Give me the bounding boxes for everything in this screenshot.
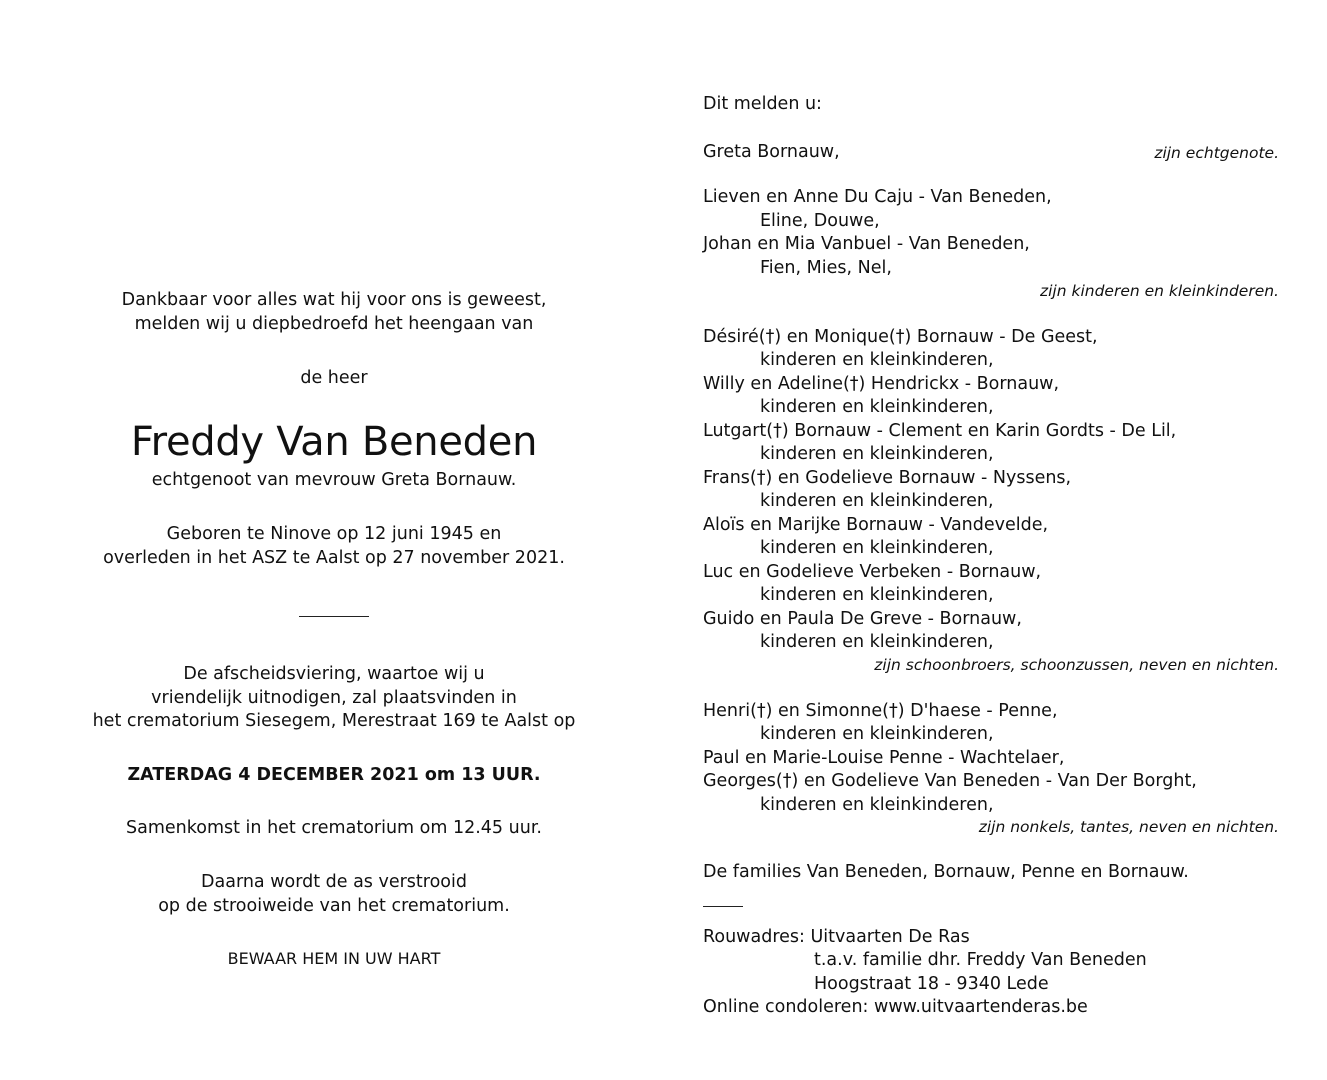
ceremony-line-3: het crematorium Siesegem, Merestraat 169 te Aalst op — [92, 711, 576, 731]
inlaw-line: Lutgart(†) Bornauw - Clement en Karin Gordts - De Lil, — [703, 421, 1177, 441]
inlaw-line: Frans(†) en Godelieve Bornauw - Nyssens, — [703, 468, 1072, 488]
uncle-line: Henri(†) en Simonne(†) D'haese - Penne, — [703, 701, 1058, 721]
after-line-2: op de strooiweide van het crematorium. — [158, 896, 510, 916]
inlaw-descendants-line: kinderen en kleinkinderen, — [760, 397, 994, 417]
inlaws-role: zijn schoonbroers, schoonzussen, neven en nichten. — [874, 656, 1279, 674]
spouse-role: zijn echtgenote. — [1154, 144, 1279, 162]
ceremony-line-1: De afscheidsviering, waartoe wij u — [183, 664, 485, 684]
spouse-name: Greta Bornauw, — [703, 142, 840, 162]
inlaw-descendants-line: kinderen en kleinkinderen, — [760, 491, 994, 511]
children-role: zijn kinderen en kleinkinderen. — [1039, 282, 1279, 300]
separator-line — [299, 616, 369, 617]
inlaw-descendants-line: kinderen en kleinkinderen, — [760, 444, 994, 464]
born-line: Geboren te Ninove op 12 juni 1945 en — [166, 524, 502, 544]
inlaw-line: Aloïs en Marijke Bornauw - Vandevelde, — [703, 515, 1049, 535]
inlaw-descendants-line: kinderen en kleinkinderen, — [760, 538, 994, 558]
ceremony-date: ZATERDAG 4 DECEMBER 2021 om 13 UUR. — [127, 765, 541, 785]
spouse-line: echtgenoot van mevrouw Greta Bornauw. — [151, 470, 517, 490]
children-line: Johan en Mia Vanbuel - Van Beneden, — [703, 234, 1030, 254]
address-line-3: Hoogstraat 18 - 9340 Lede — [814, 974, 1049, 994]
uncles-role: zijn nonkels, tantes, neven en nichten. — [978, 818, 1279, 836]
inlaw-descendants-line: kinderen en kleinkinderen, — [760, 350, 994, 370]
uncle-line: Paul en Marie-Louise Penne - Wachtelaer, — [703, 748, 1065, 768]
inlaw-line: Luc en Godelieve Verbeken - Bornauw, — [703, 562, 1042, 582]
right-heading: Dit melden u: — [703, 94, 822, 114]
deceased-name: Freddy Van Beneden — [130, 419, 538, 465]
inlaw-line: Désiré(†) en Monique(†) Bornauw - De Geest, — [703, 327, 1098, 347]
inlaw-descendants-line: kinderen en kleinkinderen, — [760, 585, 994, 605]
died-line: overleden in het ASZ te Aalst op 27 november 2021. — [103, 548, 565, 568]
children-line: Lieven en Anne Du Caju - Van Beneden, — [703, 187, 1052, 207]
address-line-2: t.a.v. familie dhr. Freddy Van Beneden — [814, 950, 1147, 970]
grandchildren-line: Eline, Douwe, — [760, 211, 880, 231]
ceremony-line-2: vriendelijk uitnodigen, zal plaatsvinden in — [151, 688, 517, 708]
announcement-left-page — [66, 0, 602, 1080]
grandchildren-line: Fien, Mies, Nel, — [760, 258, 892, 278]
address-separator — [703, 906, 743, 907]
inlaw-line: Guido en Paula De Greve - Bornauw, — [703, 609, 1022, 629]
uncle-line: Georges(†) en Godelieve Van Beneden - Van Der Borght, — [703, 771, 1197, 791]
intro-line-1: Dankbaar voor alles wat hij voor ons is geweest, — [121, 290, 547, 310]
intro-line-2: melden wij u diepbedroefd het heengaan van — [134, 314, 534, 334]
closing-line: BEWAAR HEM IN UW HART — [227, 949, 441, 968]
inlaw-descendants-line: kinderen en kleinkinderen, — [760, 632, 994, 652]
uncle-descendants-line: kinderen en kleinkinderen, — [760, 795, 994, 815]
uncle-descendants-line: kinderen en kleinkinderen, — [760, 724, 994, 744]
gathering-line: Samenkomst in het crematorium om 12.45 uur. — [126, 818, 542, 838]
address-line-1: Rouwadres: Uitvaarten De Ras — [703, 927, 970, 947]
announcement-right-page — [703, 0, 1279, 1080]
inlaw-line: Willy en Adeline(†) Hendrickx - Bornauw, — [703, 374, 1060, 394]
after-line-1: Daarna wordt de as verstrooid — [201, 872, 467, 892]
title-line: de heer — [300, 368, 368, 388]
families-line: De families Van Beneden, Bornauw, Penne en Bornauw. — [703, 862, 1189, 882]
online-condolence-line: Online condoleren: www.uitvaartenderas.be — [703, 997, 1088, 1017]
